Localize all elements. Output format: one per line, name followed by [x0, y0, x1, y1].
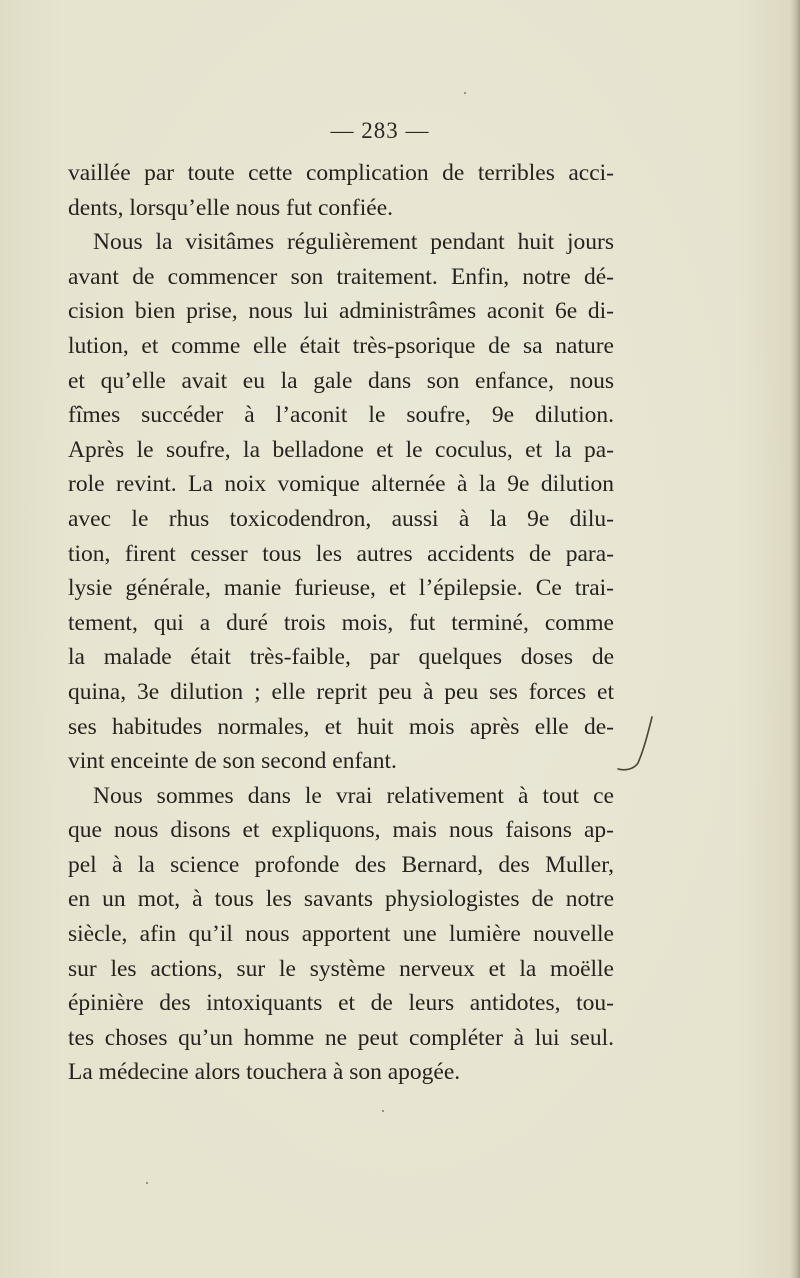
paragraph-1: [68, 156, 614, 225]
text-line: et qu’elle avait eu la gale dans son enfance, nous: [68, 367, 614, 394]
paragraph-3: [68, 779, 614, 1090]
text-line: fîmes succéder à l’aconit le soufre, 9e dilution.: [68, 402, 614, 429]
text-line: vint enceinte de son second enfant.: [68, 748, 397, 775]
text-line: Nous la visitâmes régulièrement pendant huit jours: [93, 229, 614, 256]
text-line: tement, qui a duré trois mois, fut terminé, comme: [68, 609, 614, 636]
text-line: siècle, afin qu’il nous apportent une lumière nouvelle: [68, 921, 614, 948]
text-line: Après le soufre, la belladone et le coculus, et la pa-: [68, 436, 614, 463]
text-line: avant de commencer son traitement. Enfin, notre dé-: [68, 263, 614, 290]
paper-speck: [146, 1182, 148, 1184]
text-line: tes choses qu’un homme ne peut compléter à lui seul.: [68, 1024, 614, 1051]
page-edge-shadow: [790, 0, 800, 1278]
text-line: avec le rhus toxicodendron, aussi à la 9e dilu-: [68, 505, 614, 532]
text-line: ses habitudes normales, et huit mois après elle de-: [68, 713, 614, 740]
text-line: Nous sommes dans le vrai relativement à tout ce: [93, 782, 614, 809]
text-line: cision bien prise, nous lui administrâmes aconit 6e di-: [68, 298, 614, 325]
text-line: dents, lorsqu’elle nous fut confiée.: [68, 194, 393, 221]
text-line: pel à la science profonde des Bernard, des Muller,: [68, 851, 614, 878]
text-line: en un mot, à tous les savants physiologistes de notre: [68, 886, 614, 913]
text-line: épinière des intoxiquants et de leurs antidotes, tou-: [68, 990, 614, 1017]
text-line: quina, 3e dilution ; elle reprit peu à peu ses forces et: [68, 678, 614, 705]
text-line: role revint. La noix vomique alternée à la 9e dilution: [68, 471, 614, 498]
text-line: La médecine alors touchera à son apogée.: [68, 1059, 461, 1086]
text-line: lution, et comme elle était très-psorique de sa nature: [68, 332, 614, 359]
page-number: — 283 —: [330, 118, 430, 143]
text-line: tion, firent cesser tous les autres accidents de para-: [68, 540, 614, 567]
text-line: vaillée par toute cette complication de terribles acci-: [68, 160, 614, 186]
text-line: que nous disons et expliquons, mais nous faisons ap-: [68, 817, 614, 844]
text-line: sur les actions, sur le système nerveux et la moëlle: [68, 955, 614, 982]
text-line: la malade était très-faible, par quelques doses de: [68, 644, 614, 671]
paper-speck: [382, 1110, 384, 1112]
body-text: [68, 156, 614, 1090]
paragraph-2: [68, 225, 614, 779]
margin-pencil-mark: [614, 713, 658, 775]
text-line: lysie générale, manie furieuse, et l’épilepsie. Ce trai-: [68, 575, 614, 602]
paper-speck: [464, 92, 466, 94]
